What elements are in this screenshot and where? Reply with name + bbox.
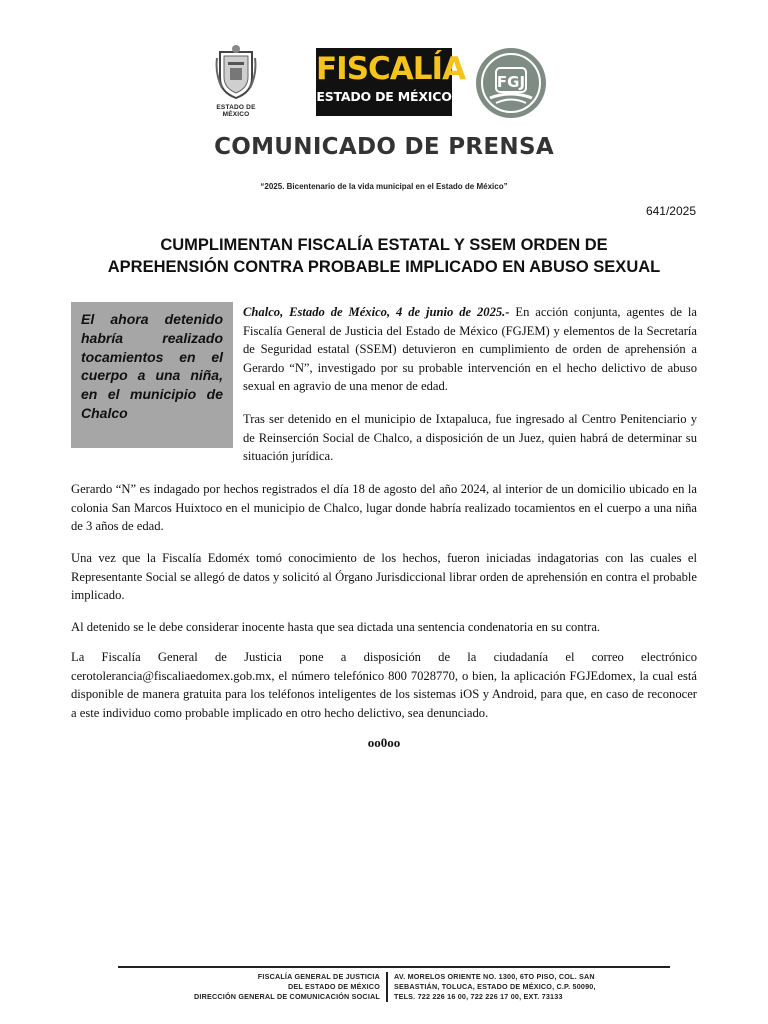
- closing-mark: oo0oo: [367, 735, 401, 750]
- footer-address: [394, 972, 654, 1002]
- fgj-logo: [474, 46, 548, 120]
- paragraph-5: Al detenido se le debe considerar inocente hasta que sea dictada una sentencia condenatoria en su contra.: [71, 620, 601, 634]
- headline: [60, 234, 708, 278]
- fgj-logo-text: FGJ: [496, 73, 526, 91]
- fiscalia-logo-title: FISCALÍA: [316, 51, 466, 87]
- footer-address-line-3: TELS. 722 226 16 00, 722 226 17 00, EXT. 73133: [394, 992, 563, 1001]
- dateline: Chalco, Estado de México, 4 de junio de 2025.-: [243, 305, 510, 319]
- fiscalia-logo: [316, 48, 466, 116]
- coat-of-arms-icon: [214, 44, 258, 102]
- paragraph-2: Tras ser detenido en el municipio de Ixtapaluca, fue ingresado al Centro Penitenciario y de Reinserción Social de Chalco, a disposición de un Juez, quien habrá de determinar su situación jurídica.: [243, 412, 697, 464]
- footer-divider: [118, 966, 670, 968]
- motto: “2025. Bicentenario de la vida municipal en el Estado de México”: [260, 182, 508, 191]
- summary-box: El ahora detenido habría realizado tocamientos en el cuerpo a una niña, en el municipio de Chalco: [71, 302, 233, 448]
- footer-agency-line-2: DEL ESTADO DE MÉXICO: [288, 982, 380, 991]
- fgj-seal-icon: [474, 46, 548, 120]
- headline-line-2: APREHENSIÓN CONTRA PROBABLE IMPLICADO EN ABUSO SEXUAL: [107, 258, 661, 276]
- paragraph-3: Gerardo “N” es indagado por hechos registrados el día 18 de agosto del año 2024, al interior de un domicilio ubicado en la colonia San Marcos Huixtoco en el municipio de Chalco, lugar donde habría realizado tocamientos en el cuerpo a una niña de 3 años de edad.: [71, 482, 697, 534]
- fiscalia-logo-subtitle: ESTADO DE MÉXICO: [316, 89, 452, 104]
- paragraph-1: [243, 303, 697, 396]
- footer-agency: [118, 972, 380, 1002]
- edomex-caption: ESTADO DE MÉXICO: [216, 104, 256, 118]
- headline-line-1: CUMPLIMENTAN FISCALÍA ESTATAL Y SSEM ORDEN DE: [160, 236, 608, 254]
- footer-agency-line-3: DIRECCIÓN GENERAL DE COMUNICACIÓN SOCIAL: [194, 992, 380, 1001]
- footer-address-line-1: AV. MORELOS ORIENTE NO. 1300, 6TO PISO, COL. SAN: [394, 972, 595, 981]
- release-number: 641/2025: [645, 204, 696, 218]
- footer-address-line-2: SEBASTIÁN, TOLUCA, ESTADO DE MÉXICO, C.P. 50090,: [394, 982, 596, 991]
- paragraph-6: La Fiscalía General de Justicia pone a disposición de la ciudadanía el correo electrónico cerotolerancia@fiscaliaedomex.gob.mx, el número telefónico 800 7028770, o bien, la aplicación FGJEdomex, la cual está disponible de manera gratuita para los teléfonos inteligentes de los sistemas iOS y Android, para que, en caso de reconocer a este individuo como probable implicado en otro hecho delictivo, sea denunciado.: [71, 650, 697, 720]
- press-release-title: COMUNICADO DE PRENSA: [214, 134, 554, 160]
- footer-separator: [386, 972, 388, 1002]
- footer-agency-line-1: FISCALÍA GENERAL DE JUSTICIA: [257, 972, 380, 981]
- logo-bar: [0, 44, 768, 124]
- paragraph-4: Una vez que la Fiscalía Edoméx tomó conocimiento de los hechos, fueron iniciadas indagatorias con las cuales el Representante Social se allegó de datos y solicitó al Órgano Jurisdiccional librar orden de aprehensión en contra el probable implicado.: [71, 551, 697, 603]
- edomex-logo: [206, 44, 266, 124]
- paragraph-1-text: En acción conjunta, agentes de la Fiscalía General de Justicia del Estado de México (FGJEM) y elementos de la Secretaría de Seguridad estatal (SSEM) detuvieron en cumplimiento de orden de aprehensión a Gerardo “N”, investigado por su probable intervención en el hecho delictivo de abuso sexual en agravio de una menor de edad.: [243, 305, 697, 394]
